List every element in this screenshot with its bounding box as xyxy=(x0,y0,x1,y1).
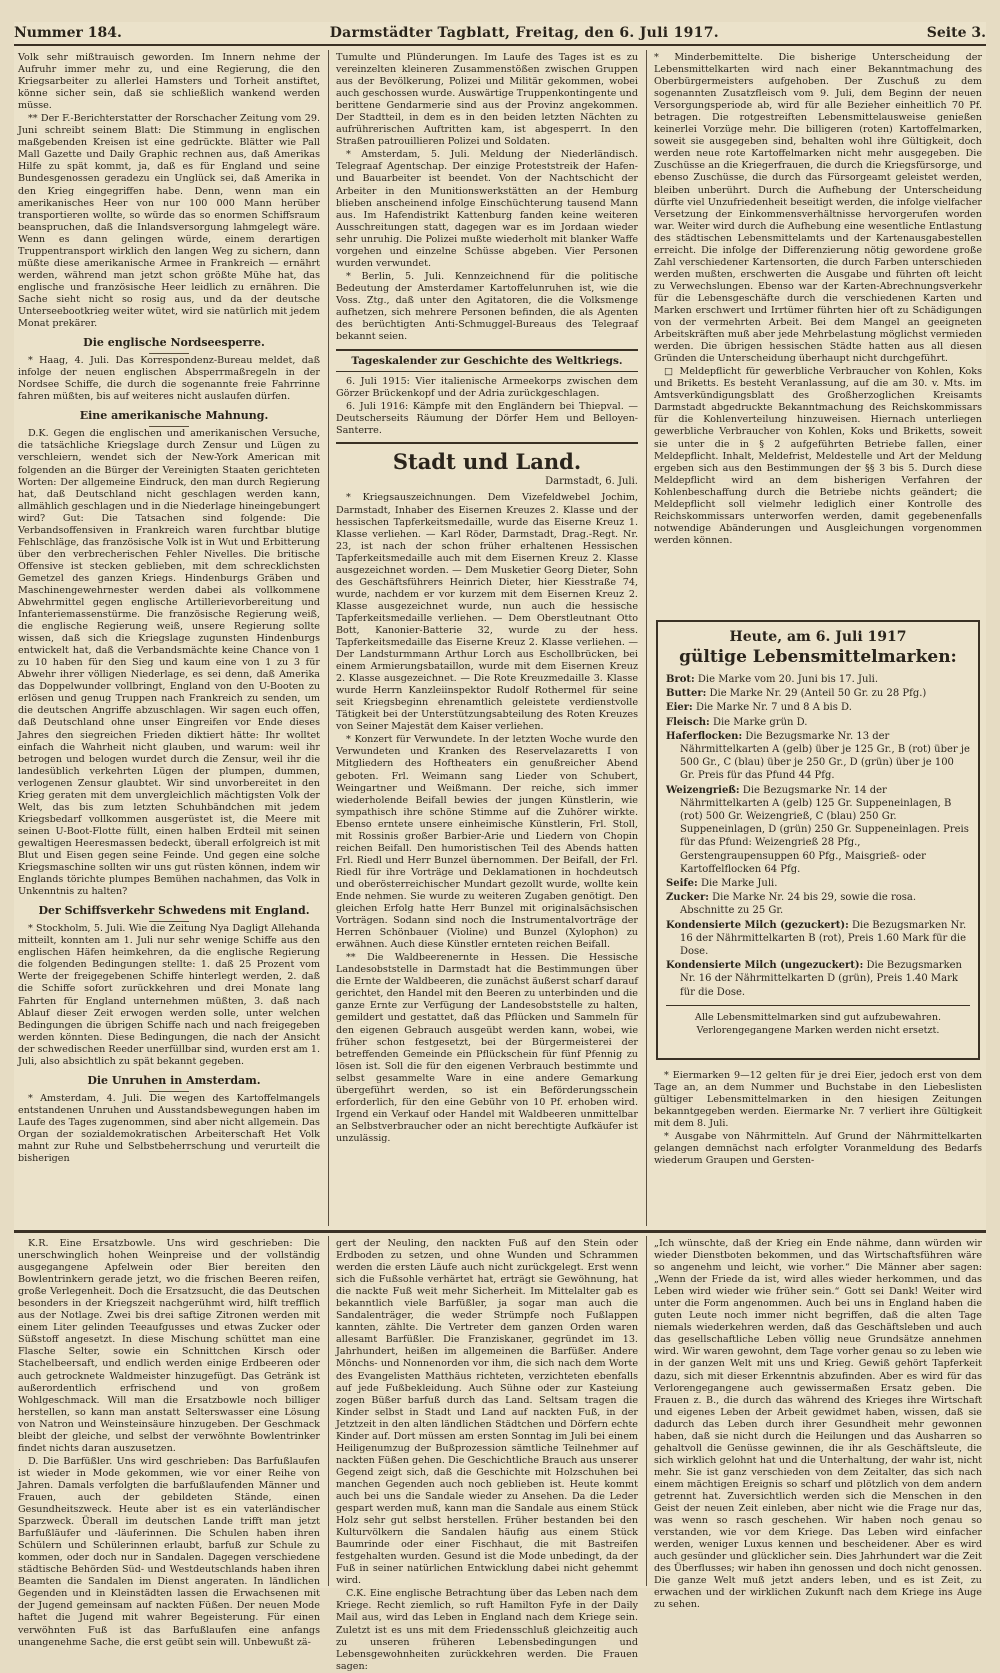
article-text: K.R. Eine Ersatzbowle. Uns wird geschrieben: Die unerschwinglich hohen Weinpreise und der vollständig ausgegangene Apfelwein oder Bier bereiten den Bowlentrinkern gerade jetzt, wo die frischen Beeren reifen, große Verlegenheit. Doch die Ersatzsucht, die das Deutschen besonders in der Kriegszeit nachgerühmt wird, hilft trefflich aus der Notlage. Zwei bis drei saftige Zitronen werden mit einem Liter gelinden Teeaufgusses und etwas Zucker oder Süßstoff angesetzt. In diese Mischung schüttet man eine Flasche Selter, sowie ein Schnittchen Kirsch oder Stachelbeersaft, und endlich werden einige Erdbeeren oder auch getrocknete Waldmeister hinzugefügt. Das Getränk ist außerordentlich erfrischend und von großem Wohlgeschmack. Will man die Ersatzbowle noch billiger herstellen, so kann man anstatt Selterswasser eine Lösung von Natron und Weinsteinsäure hinzugeben. Der Geschmack bleibt der gleiche, und selbst der verwöhnte Bowlentrinker findet nichts daran auszusetzen. xyxy=(18,1238,320,1454)
article-text: * Ausgabe von Nährmitteln. Auf Grund der Nährmittelkarten gelangen demnächst nach erfolgter Voranmeldung des Bedarfs wiederum Graupen und Gersten- xyxy=(654,1131,982,1167)
column-rule-3 xyxy=(328,1236,329,1586)
article-text: C.K. Eine englische Betrachtung über das Leben nach dem Kriege. Recht ziemlich, so ruft Hamilton Fyfe in der Daily Mail aus, wird das Leben in England nach dem Kriege sein. Zuletzt ist es uns mit dem Friedensschluß gleichzeitig auch zu unseren früheren Lebensbedingungen und Lebensgewohnheiten zurückkehren werden. Die Frauen sagen: xyxy=(336,1588,638,1672)
box-footer-line: Alle Lebensmittelmarken sind gut aufzubewahren. xyxy=(694,1011,942,1023)
column-1 xyxy=(18,52,320,1224)
masthead-date: Darmstädter Tagblatt, Freitag, den 6. Juli 1917. xyxy=(329,25,719,41)
ration-item: Haferflocken: Die Bezugsmarke Nr. 13 der Nährmittelkarten A (gelb) über je 125 Gr., B (rot) über je 500 Gr., C (blau) über je 250 Gr., D (grün) über je 100 Gr. Preis für das Pfund 44 Pfg. xyxy=(666,730,970,782)
page-header xyxy=(14,22,986,46)
ration-item: Brot: Die Marke vom 20. Juni bis 17. Juli. xyxy=(666,674,879,685)
article-text: Tumulte und Plünderungen. Im Laufe des Tages ist es zu vereinzelten kleineren Zusammenstößen zwischen Gruppen aus der Bevölkerung, Polizei und Militär gekommen, wobei auch geschossen wurde. Auswärtige Truppenkontingente und berittene Gendarmerie sind aus der Provinz angekommen. Der Stadtteil, in dem es in den beiden letzten Nächten zu aufrührerischen Auftritten kam, ist abgesperrt. In den Straßen patrouillieren Polizei und Soldaten. xyxy=(336,52,638,148)
page-number: Nummer 184. xyxy=(14,25,122,41)
feuilleton-rule xyxy=(14,1230,986,1233)
calendar-entry: 6. Juli 1915: Vier italienische Armeekorps zwischen dem Görzer Brückenkopf und der Adria zurückgeschlagen. xyxy=(336,376,638,400)
article-text: Volk sehr mißtrauisch geworden. Im Innern nehme der Aufruhr immer mehr zu, und eine Regierung, die den Kriegsarbeiter zu allerlei Hamsters und Torheit anstiftet, könne sicher sein, daß sie schließlich wankend werden müsse. xyxy=(18,52,320,112)
box-footer-line: Verlorengegangene Marken werden nicht ersetzt. xyxy=(696,1025,940,1037)
calendar-heading: Tageskalender zur Geschichte des Weltkriegs. xyxy=(336,349,638,372)
article-text: D.K. Gegen die englischen und amerikanischen Versuche, die tatsächliche Kriegslage durch Zensur und Lügen zu verschleiern, wendet sich der New-York American mit folgenden an die Bürger der Vereinigten Staaten gerichteten Worten: Der allgemeine Eindruck, den man durch Regierung hat, daß Deutschland nicht geschlagen werden kann, allmählich geschlagen und in die Niederlage hineingebungert wird? Gut: Die Tatsachen sind folgende: Die Verbandsoffensiven in Frankreich waren furchtbar blutige Fehlschläge, das französische Volk ist in Wut und Erbitterung über den verbrecherischen Fehler Nivelles. Die britische Offensive ist stecken geblieben, mit dem schrecklichsten Gemetzel des ganzen Kriegs. Hindenburgs Gräben und Maschinengewehrnester werden dabei als vollkommene Abwehrmittel gegen englische Artillerievorbereitung und Infanteriemassenstürme. Die französische Regierung weiß, die englische Regierung weiß, unsere Regierung sollte wissen, daß sich die Kriegslage zugunsten Hindenburgs entwickelt hat, daß die Verbandsmächte keine Chance von 1 zu 10 haben für den Sieg und kaum eine von 1 zu 3 für Abwehr ihrer völligen Niederlage, es sei denn, daß Amerika das Doppelwunder vollbringt, England von den U-Booten zu erlösen und genug Truppen nach Frankreich zu senden, um die deutschen Angriffe abzuschlagen. Wir sagen euch offen, daß Deutschland ohne unser Eingreifen vor Ende dieses Jahres den siegreichen Frieden diktiert hätte: Ihr wolltet einfach die Wahrheit nicht glauben, und warum: weil ihr betrogen und belogen wurdet durch die Zensur, weil ihr die landesüblich verkehrten Lügen der plumpen, dummen, verlogenen Zensur glaubtet. Wir sind unvorbereitet in den Krieg geraten mit dem unvergleichlich mächtigsten Volk der Welt, das bis zum letzten Schuhbändchen mit jedem Kriegsbedarf vollkommen ausgerüstet ist, die Meere mit seinen U-Boot-Flotte füllt, einen halben Erdteil mit seinen gewaltigen Heeresmassen bedeckt, überall erfolgreich ist mit Blut und Eisen gegen seine Feinde. Und gegen eine solche Kriegsmaschine sollten wir uns gut rüsten können, indem wir Englands törichte plumpes Bemühen nachahmen, das Volk in Unkenntnis zu halten? xyxy=(18,428,320,898)
article-text: * Kriegsauszeichnungen. Dem Vizefeldwebel Jochim, Darmstadt, Inhaber des Eisernen Kreuzes 2. Klasse und der hessischen Tapferkeitsmedaille, wurde das Eiserne Kreuz 1. Klasse verliehen. — Karl Röder, Darmstadt, Drag.-Regt. Nr. 23, ist nach der schon früher erhaltenen Hessischen Tapferkeitsmedaille auch mit dem Eisernen Kreuz 2. Klasse ausgezeichnet worden. — Dem Musketier Georg Dieter, Sohn des Geschäftsführers Heinrich Dieter, hier Kiesstraße 74, wurde, nachdem er vor kurzem mit dem Eisernen Kreuz 2. Klasse ausgezeichnet wurde, nun auch die hessische Tapferkeitsmedaille verliehen. — Dem Oberstleutnant Otto Bott, Kanonier-Batterie 32, wurde zu der hess. Tapferkeitsmedaille das Eiserne Kreuz 2. Klasse verliehen. — Der Landsturmmann Arthur Lorch aus Eschollbrücken, bei einem Armierungsbataillon, wurde mit dem Eisernen Kreuz 2. Klasse ausgezeichnet. — Die Rote Kreuzmedaille 3. Klasse wurde Herrn Kanzleiinspektor Rudolf Rothermel für seine seit Kriegsbeginn ehrenamtlich geleistete verdienstvolle Tätigkeit bei der Unterstützungsabteilung des Roten Kreuzes von Seiner Majestät dem Kaiser verliehen. xyxy=(336,492,638,733)
column-rule-1 xyxy=(328,50,329,1226)
section-heading: Die englische Nordseesperre. xyxy=(18,337,320,354)
section-divider xyxy=(336,442,638,444)
article-text: ** Der F.-Berichterstatter der Rorschacher Zeitung vom 29. Juni schreibt seinem Blatt: Die Stimmung in englischen maßgebenden Kreisen ist eine gedrückte. Blätter wie Pall Mall Gazette und Daily Graphic rechnen aus, daß Amerikas Hilfe zu spät kommt, ja, daß es für England und seine Bundesgenossen geradezu ein Unglück sei, daß Amerika in den Krieg eingegriffen habe. Denn, wenn man ein amerikanisches Heer von nur 100 000 Mann herüber transportieren wollte, so würde das so enormen Schiffsraum beanspruchen, daß die Inlandsversorgung lahmgelegt wäre. Wenn es dann gelingen würde, einem derartigen Truppentransport wirklich den langen Weg zu sichern, dann müßte diese amerikanische Armee in Frankreich — ernährt werden, während man jetzt schon größte Mühe hat, das englische und französische Heer leidlich zu ernähren. Die Sache sieht nicht so rosig aus, und da der deutsche Unterseebootkrieg weiter wütet, wird sie natürlich mit jedem Monat prekärer. xyxy=(18,113,320,330)
article-text: * Amsterdam, 5. Juli. Meldung der Niederländisch. Telegraaf Agentschap. Der einzige Proteststreik der Hafen- und Bauarbeiter ist beendet. Von der Nachtschicht der Arbeiter in den Munitionswerkstätten an der Hemburg blieben anscheinend infolge Einschüchterung tausend Mann aus. Im Hafendistrikt Kattenburg fanden keine weiteren Ausschreitungen statt, dagegen war es im Jordaan wieder sehr unruhig. Die Polizei mußte wiederholt mit blanker Waffe vorgehen und einzelne Schüsse abgeben. Vier Personen wurden verwundet. xyxy=(336,149,638,269)
article-text: * Minderbemittelte. Die bisherige Unterscheidung der Lebensmittelkarten wird nach einer Bekanntmachung des Oberbürgermeisters aufgehoben. Der Zuschuß zu dem sogenannten Zusatzfleisch vom 9. Juli, dem Beginn der neuen Versorgungsperiode ab, wird für alle Bezieher einheitlich 70 Pf. betragen. Die rotgestreiften Lebensmittelausweise genießen keinerlei Vorzüge mehr. Die billigeren (roten) Kartoffelmarken, soweit sie ausgegeben sind, behalten wohl ihre Gültigkeit, doch werden neue rote Kartoffelmarken nicht mehr ausgegeben. Die Zuschüsse an die Kriegerfrauen, die durch die Kriegsfürsorge, und ebenso Zuschüsse, die durch das Fürsorgeamt geleistet werden, bleiben unberührt. Durch die Aufhebung der Unterscheidung dürfte viel Unzufriedenheit beseitigt werden, die infolge vielfacher Versetzung der Einkommensverhältnisse hervorgerufen worden war. Weiter wird durch die Aufhebung eine wesentliche Entlastung des städtischen Lebensmittelamts und der Kartenausgabestellen erreicht. Die infolge der Differenzierung nötig gewordene große Zahl verschiedener Kartensorten, die durch Farben unterschieden werden mußten, erschwerten die Ausgabe und führten oft leicht zu Verwechslungen. Ebenso war der Karten-Abrechnungsverkehr für die Lebensgeschäfte durch die verschiedenen Karten und Marken erschwert und Irrtümer führten hier oft zu Schädigungen von der vermehrten Arbeit. Bei dem Mangel an geeigneten Arbeitskräften muß aber jede Mehrbelastung möglichst vermieden werden. Die übrigen hessischen Städte hatten aus all diesen Gründen die Unterscheidung überhaupt nicht durchgeführt. xyxy=(654,52,982,365)
dateline: Darmstadt, 6. Juli. xyxy=(545,476,638,488)
feuilleton-column-2 xyxy=(336,1238,638,1672)
column-3-upper xyxy=(654,52,982,610)
column-2 xyxy=(336,52,638,1224)
box-title: Heute, am 6. Juli 1917 xyxy=(729,629,907,645)
ration-item: Zucker: Die Marke Nr. 24 bis 29, sowie die rosa. Abschnitte zu 25 Gr. xyxy=(666,892,917,917)
column-3-lower xyxy=(654,1070,982,1224)
newspaper-page xyxy=(14,22,986,1672)
article-text: * Berlin, 5. Juli. Kennzeichnend für die politische Bedeutung der Amsterdamer Kartoffelunruhen ist, wie die Voss. Ztg., daß unter den Agitatoren, die die Volksmenge aufhetzen, sich mehrere Personen befinden, die als Agenten des berüchtigten Anti-Schmuggel-Bureaus des Telegraaf bekannt seien. xyxy=(336,270,638,343)
ration-item: Seife: Die Marke Juli. xyxy=(666,878,778,890)
column-rule-2 xyxy=(646,50,647,1226)
page-label: Seite 3. xyxy=(926,25,986,41)
box-footer xyxy=(666,1005,970,1037)
ration-item: Kondensierte Milch (gezuckert): Die Bezugsmarken Nr. 16 der Nährmittelkarten B (rot), Preis 1.60 Mark für die Dose. xyxy=(666,919,967,958)
article-text: ** Die Waldbeerenernte in Hessen. Die Hessische Landesobststelle in Darmstadt hat die Bestimmungen über die Ernte der Waldbeeren, die zunächst äußerst scharf darauf gerichtet, den Handel mit den Beeren zu unterbinden und die ganze Ernte zur Verfügung der Landesobststelle zu halten, gemildert und gestattet, daß das Pflücken und Sammeln für den eigenen Gebrauch ausgeübt werden kann, wobei, wie früher schon festgesetzt, bei der Bürgermeisterei der betreffenden Gemeinde ein Pflückschein für fünf Pfennig zu lösen ist. Soll die für den eigenen Verbrauch bestimmte und selbst gesammelte Ware in eine andere Gemarkung übergeführt werden, so ist ein Beförderungsschein erforderlich, für den eine Gebühr von 10 Pf. erhoben wird. Irgend ein Verkauf oder Handel mit Waldbeeren unmittelbar an Selbstverbraucher oder an nicht berechtigte Aufkäufer ist unzulässig. xyxy=(336,952,638,1144)
article-text: D. Die Barfüßler. Uns wird geschrieben: Das Barfußlaufen ist wieder in Mode gekommen, wie vor einer Reihe von Jahren. Damals verfolgten die barfußlaufenden Männer und Frauen, auch der gebildeten Stände, einen Gesundheitszweck. Heute aber ist es ein vaterländischer Sparzweck. Überall im deutschen Lande trifft man jetzt Barfußläufer und -läuferinnen. Die Schulen haben ihren Schülern und Schülerinnen erlaubt, barfuß zur Schule zu kommen, oder doch nur in Sandalen. Dagegen verschiedene städtische Behörden Süd- und Westdeutschlands haben ihren Beamten die Sandalen im Dienst angeraten. In ländlichen Gegenden und in Kleinstädten lassen die Erwachsenen mit der Jugend gemeinsam auf nackten Füßen. Der neuen Mode haftet die Jugend mit wahrer Begeisterung. Für einen verwöhnten Fuß ist das Barfußlaufen eine anfangs unangenehme Sache, die erst geübt sein will. Unbewußt zä- xyxy=(18,1455,320,1648)
section-heading: Eine amerikanische Mahnung. xyxy=(18,410,320,427)
stadt-und-land-heading: Stadt und Land. xyxy=(392,449,582,475)
article-text: gert der Neuling, den nackten Fuß auf den Stein oder Erdboden zu setzen, und ohne Wunden und Schrammen werden die ersten Läufe auch nicht zurückgelegt. Erst wenn sich die Fußsohle verhärtet hat, erträgt sie Gewöhnung, hat die nackte Fuß weit mehr Sicherheit. Im Mittelalter gab es bekanntlich viele Barfüßler, ja sogar man auch die Sandalenträger, die weder Strümpfe noch Fußlappen kannten, zählte. Die Vertreter dem ganzen Orden waren allesamt Barfüßler. Die Franziskaner, gegründet im 13. Jahrhundert, heißen im allgemeinen die Barfüßer. Andere Mönchs- und Nonnenorden vor ihm, die sich nach dem Worte des Evangelisten Matthäus richteten, verzichteten ebenfalls auf jede Fußbekleidung. Auch Sühne oder zur Kasteiung zogen Büßer barfuß durch das Land. Seltsam tragen die Kinder selbst in Stadt und Land auf nackten Fuß, in der Jetztzeit in den alten ländlichen Städtchen und Dörfern echte Kinder auf. Dort müssen am ersten Sonntag im Juli bei einem Heiligenumzug der Bußprozession sämtliche Teilnehmer auf nackten Füßen gehen. Die Geschichtliche Brauch aus unserer Gegend zeigt sich, daß die Geschichte mit Holzschuhen bei manchen Gegenden auch noch geblieben ist. Heute kommt auch bei uns die Sandale wieder zu Ansehen. Da die Leder gespart werden muß, kann man die Sandale aus einem Stück Holz sehr gut selbst herstellen. Früher bestanden bei den Kulturvölkern die Sandalen häufig aus einem Stück Baumrinde oder einer Fischhaut, die mit Bastreifen festgehalten wurden. Gesund ist die Mode unbedingt, da der Fuß in seiner natürlichen Entwicklung dabei nicht gehemmt wird. xyxy=(336,1238,638,1587)
article-text: * Konzert für Verwundete. In der letzten Woche wurde den Verwundeten und Kranken des Reservelazaretts I von Mitgliedern des Hoftheaters ein genußreicher Abend geboten. Frl. Weimann sang Lieder von Schubert, Weingartner und Weißmann. Der reiche, sich immer wiederholende Beifall bewies der jungen Künstlerin, wie sympathisch ihre schöne Stimme auf die Zuhörer wirkte. Ebenso erntete unsere einheimische Künstlerin, Frl. Stoll, mit Rossinis großer Barbier-Arie und Liedern von Chopin reichen Beifall. Den humoristischen Teil des Abends hatten Frl. Riedl und Herr Bunzel übernommen. Der Beifall, der Frl. Riedl für ihre Vorträge und Deklamationen in hochdeutsch und oberösterreichischer Mundart gezollt wurde, wollte kein Ende nehmen. Sie wurde zu weiteren Zugaben genötigt. Den gleichen Erfolg hatte Herr Bunzel mit originalsächsischen Vorträgen. Sodann sind noch die Instrumentalvorträge der Herren Schönbauer (Violine) und Bunzel (Xylophon) zu erwähnen. Auch diese Künstler ernteten reichen Beifall. xyxy=(336,734,638,951)
section-heading: Der Schiffsverkehr Schwedens mit England. xyxy=(18,905,320,922)
feuilleton-column-1 xyxy=(18,1238,320,1648)
calendar-entry: 6. Juli 1916: Kämpfe mit den Engländern bei Thiepval. — Deutscherseits Räumung der Dörfer Hem und Belloyen-Santerre. xyxy=(336,401,638,437)
article-text: * Eiermarken 9—12 gelten für je drei Eier, jedoch erst von dem Tage an, an dem Nummer und Buchstabe in den Liebeslisten gültiger Lebensmittelmarken in den hiesigen Zeitungen bekanntgegeben werden. Eiermarke Nr. 7 verliert ihre Gültigkeit mit dem 8. Juli. xyxy=(654,1070,982,1130)
ration-item: Kondensierte Milch (ungezuckert): Die Bezugsmarken Nr. 16 der Nährmittelkarten D (grün), Preis 1.40 Mark für die Dose. xyxy=(666,960,962,998)
ration-item: Eier: Die Marke Nr. 7 und 8 A bis D. xyxy=(666,702,852,714)
box-subtitle: gültige Lebensmittelmarken: xyxy=(679,647,957,667)
article-text: * Amsterdam, 4. Juli. Die wegen des Kartoffelmangels entstandenen Unruhen und Ausstandsbewegungen haben im Laufe des Tages zugenommen, sind aber nicht allgemein. Das Organ der sozialdemokratischen Arbeiterschaft Het Volk mahnt zur Ruhe und Selbstbeherrschung und verurteilt die bisherigen xyxy=(18,1092,320,1165)
article-text: * Stockholm, 5. Juli. Wie die Zeitung Nya Dagligt Allehanda mitteilt, konnten am 1. Juli nur sehr wenige Schiffe aus den englischen Häfen heimkehren, da die englische Regierung die folgenden Bedingungen stellte: 1. daß 25 Prozent vom Werte der freigegebenen Schiffe hinterlegt werden, 2. daß die Schiffe sofort zurückkehren und drei Monate lang Fahrten für England unternehmen müßten, 3. daß nach Ablauf dieser Zeit erwogen werden solle, unter welchen Bedingungen die übrigen Schiffe nach und nach freigegeben werden könnten. Diese Bedingungen, die nach der Ansicht der schwedischen Reeder unerfüllbar sind, wurden erst am 1. Juli, also absichtlich zu spät bekannt gegeben. xyxy=(18,923,320,1067)
ration-stamps-box xyxy=(656,620,980,1060)
article-text: „Ich wünschte, daß der Krieg ein Ende nähme, dann würden wir wieder Dienstboten bekommen, und das Wirtschaftsführen wäre so angenehm und leicht, wie vorher.“ Die Männer aber sagen: „Wenn der Friede da ist, wird alles wieder herkommen, und das Leben wird wieder wie früher sein.“ Gott sei Dank! Weiter wird unter die Form angenommen. Auch bei uns in England haben die guten Leute noch immer nicht begriffen, daß die alten Tage niemals wiederkehren werden, daß das Geschäftsleben und auch das gesellschaftliche Leben völlig neue Grundsätze annehmen wird. Wir waren gewohnt, dem Tage vorher genau so zu leben wie in der ganzen Welt mit uns und Krieg. Gewiß gehört Tapferkeit dazu, sich mit dieser Erkenntnis abzufinden. Aber es wird für das Verlorengegangene auch gewissermaßen Ersatz geben. Die Frauen z. B., die durch das während des Krieges ihre Wirtschaft und eigenes Leben der Arbeit gewidmet haben, wissen, daß sie dadurch das Leben durch ihrer Gesundheit mehr gewonnen haben, daß sie nicht durch die Heilungen und das Ausharren so gehaltvoll die Genüsse gewinnen, die ihr als Geschäftsleute, die sich wirklich gelohnt hat und die Unterhaltung, der wahr ist, nicht mehr. Sie ist ganz verschieden von dem Zeitalter, das sich nach einem mächtigen Ereignis so scharf und plötzlich von dem andern getrennt hat. Zuversichtlich werden sich die Menschen in den Geist der neuen Zeit einleben, aber nicht wie die Frage nur das, was wenn so rasch geschehen. Wir haben noch genau so verstanden, wie vor dem Kriege. Das Leben wird einfacher werden, weniger Luxus kennen und bescheidener. Aber es wird auch gesünder und glücklicher sein. Dies Jahrhundert war die Zeit des Überflusses; wir haben ihn genossen und doch nicht genossen. Die ganze Welt muß jetzt anders leben, und es ist Zeit, zu erwachen und der wirklichen Zukunft nach dem Kriege ins Auge zu sehen. xyxy=(654,1238,982,1611)
ration-item: Butter: Die Marke Nr. 29 (Anteil 50 Gr. zu 28 Pfg.) xyxy=(666,688,927,700)
article-text: * Haag, 4. Juli. Das Korrespondenz-Bureau meldet, daß infolge der neuen englischen Absperrmaßregeln in der Nordsee Schiffe, die durch die sogenannte freie Fahrrinne fahren müßten, bis auf weiteres nicht auslaufen dürfen. xyxy=(18,355,320,403)
section-heading: Die Unruhen in Amsterdam. xyxy=(18,1075,320,1092)
article-text: □ Meldepflicht für gewerbliche Verbraucher von Kohlen, Koks und Briketts. Es besteht Veranlassung, auf die am 30. v. Mts. im Amtsverkündigungsblatt des Großherzoglichen Kreisamts Darmstadt abgedruckte Bekanntmachung des Reichskommissars für die Kohlenverteilung hinzuweisen. Hiernach unterliegen gewerbliche Verbraucher von Kohlen, Koks und Briketts, soweit sie unter die in § 2 aufgeführten Betriebe fallen, einer Meldepflicht. Inhalt, Meldefrist, Meldestelle und Art der Meldung ergeben sich aus den Bestimmungen der §§ 3 bis 5. Durch diese Meldepflicht wird an dem bisherigen Verfahren der Kohlenbeschaffung durch die Betriebe nichts geändert; die Meldepflicht soll vielmehr lediglich einer Kontrolle des Reichskommissars unterworfen werden, damit gegebenenfalls notwendige Abänderungen und Ausgleichungen vorgenommen werden können. xyxy=(654,366,982,546)
feuilleton-column-3 xyxy=(654,1238,982,1611)
column-rule-4 xyxy=(646,1236,647,1586)
ration-item: Weizengrieß: Die Bezugsmarke Nr. 14 der Nährmittelkarten A (gelb) 125 Gr. Suppeneinlagen, B (rot) 500 Gr. Weizengrieß, C (blau) 250 Gr. Suppeneinlagen, D (grün) 250 Gr. Suppeneinlagen. Preis für das Pfund: Weizengrieß 28 Pfg., Gerstengraupensuppen 60 Pfg., Maisgrieß- oder Kartoffelflocken 64 Pfg. xyxy=(666,784,969,875)
ration-item: Fleisch: Die Marke grün D. xyxy=(666,716,808,728)
